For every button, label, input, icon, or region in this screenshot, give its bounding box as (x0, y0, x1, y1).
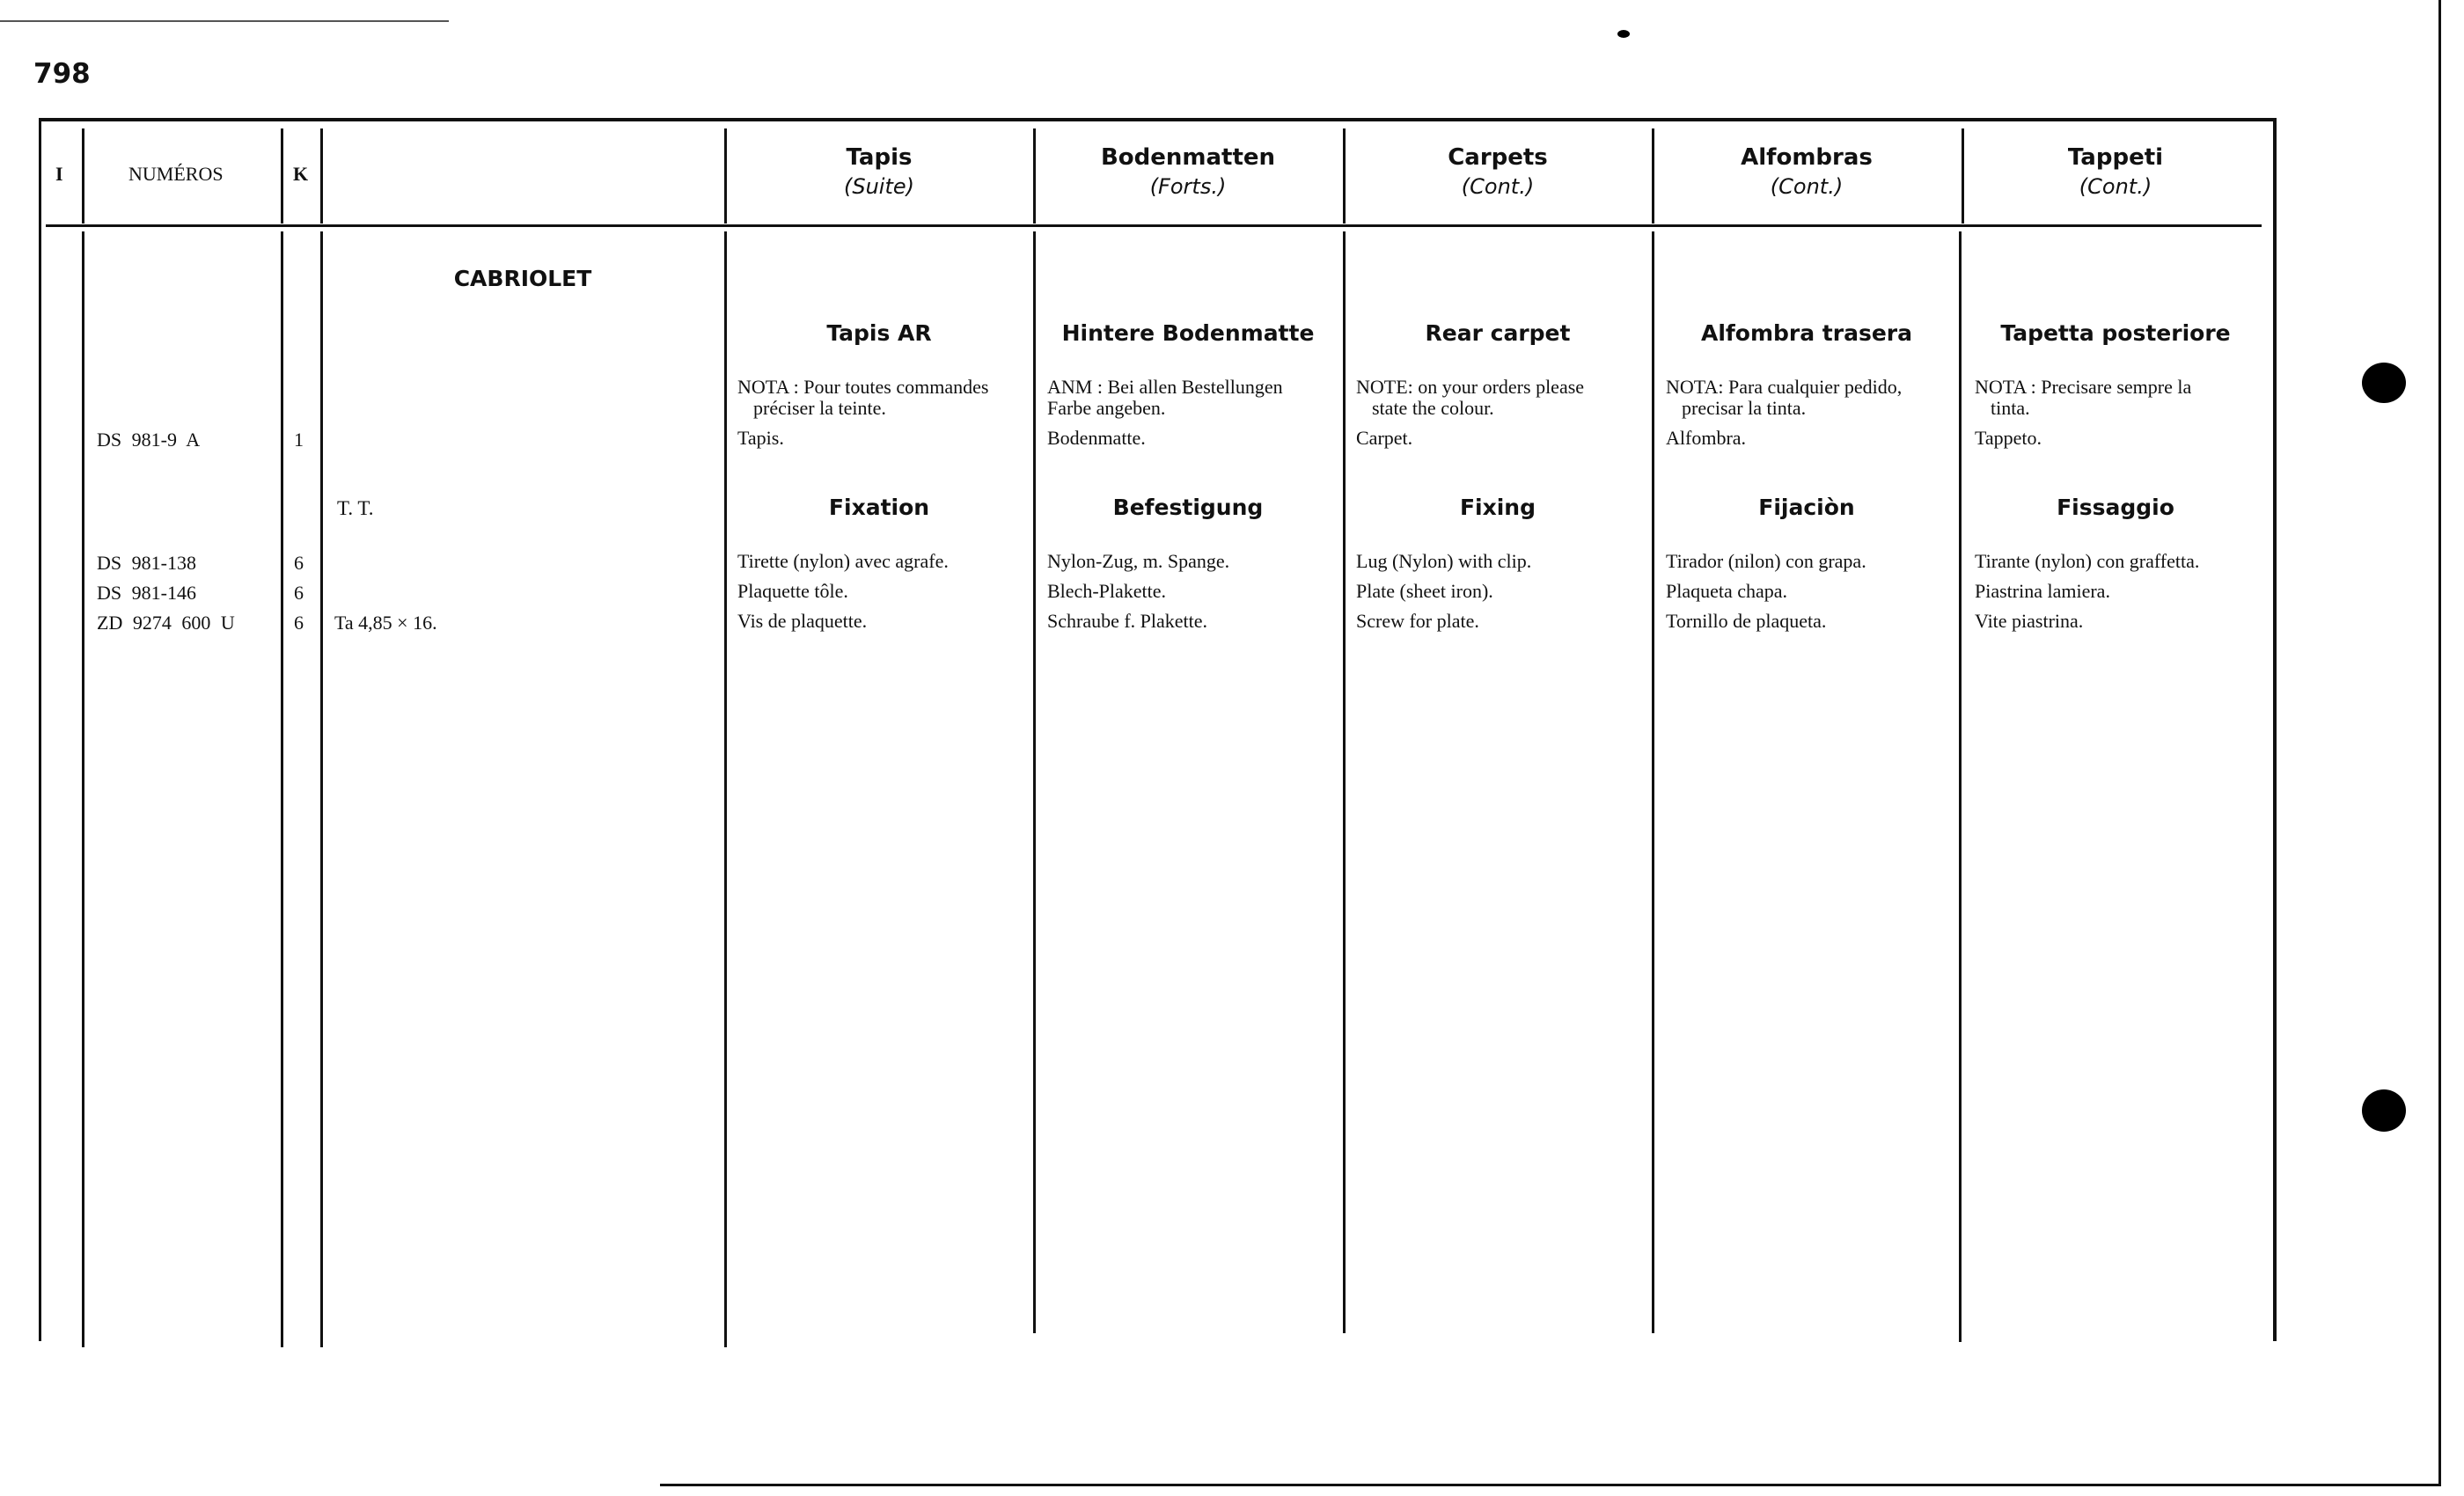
note-line: NOTE: on your orders please (1356, 376, 1585, 398)
note-line: NOTA: Para cualquier pedido, (1666, 376, 1903, 398)
group1-note-en (1356, 377, 1654, 419)
col-divider (39, 118, 41, 1341)
note-line: préciser la teinte. (753, 397, 886, 419)
header-lang-es-sub: (Cont.) (1770, 174, 1844, 199)
desc-de: Blech-Plakette. (1047, 580, 1167, 602)
group1-title-es: Alfombra trasera (1700, 320, 1912, 346)
desc-fr: Tapis. (737, 427, 784, 449)
punch-hole (2362, 363, 2406, 403)
note-line: NOTA : Precisare sempre la (1975, 376, 2192, 398)
desc-es: Tornillo de plaqueta. (1666, 610, 1827, 632)
header-lang-de-title: Bodenmatten (1100, 144, 1276, 171)
col-divider (281, 231, 283, 1347)
desc-en: Carpet. (1356, 427, 1413, 449)
note-line: ANM : Bei allen Bestellungen (1047, 376, 1283, 398)
note-line: NOTA : Pour toutes commandes (737, 376, 989, 398)
note-line: tinta. (1991, 397, 2030, 419)
desc-it: Tappeto. (1975, 427, 2042, 449)
header-lang-de-sub: (Forts.) (1149, 174, 1227, 199)
group2-title-fr: Fixation (828, 495, 930, 520)
group1-title-fr: Tapis AR (826, 320, 932, 346)
col-divider (82, 128, 84, 224)
header-lang-en-sub: (Cont.) (1461, 174, 1535, 199)
group2-title-de: Befestigung (1112, 495, 1264, 520)
desc-en: Screw for plate. (1356, 610, 1479, 632)
top-left-rule (0, 20, 449, 22)
spec-label: T. T. (337, 497, 374, 519)
header-col-i: I (55, 163, 63, 185)
group1-title-de: Hintere Bodenmatte (1061, 320, 1315, 346)
header-lang-fr-sub: (Suite) (843, 174, 914, 199)
part-number: DS 981-146 (97, 582, 196, 604)
punch-hole (2362, 1089, 2406, 1132)
group2-title-it: Fissaggio (2057, 495, 2174, 520)
header-lang-en-title: Carpets (1448, 144, 1548, 171)
desc-de: Bodenmatte. (1047, 427, 1146, 449)
group1-title-it: Tapetta posteriore (2000, 320, 2231, 346)
header-lang-it-title: Tappeti (2067, 144, 2164, 171)
note-line: state the colour. (1372, 397, 1494, 419)
note-line: Farbe angeben. (1047, 397, 1166, 419)
col-divider (724, 231, 727, 1347)
header-lang-es-title: Alfombras (1741, 144, 1873, 171)
desc-de: Nylon-Zug, m. Spange. (1047, 550, 1230, 572)
part-number: DS 981-138 (97, 552, 196, 574)
group1-note-it (1975, 377, 2272, 419)
desc-it: Piastrina lamiera. (1975, 580, 2110, 602)
col-divider (1962, 128, 1964, 224)
header-col-k: K (293, 163, 309, 185)
part-number: ZD 9274 600 U (97, 612, 235, 634)
header-lang-fr-title: Tapis (846, 144, 913, 171)
group1-note-de (1047, 377, 1345, 419)
col-divider (1343, 128, 1346, 224)
page-number: 798 (33, 58, 91, 90)
desc-de: Schraube f. Plakette. (1047, 610, 1208, 632)
col-divider (1652, 128, 1654, 224)
bottom-edge-rule (660, 1484, 2441, 1486)
header-col-numeros: NUMÉROS (128, 163, 224, 185)
table-right-border (2273, 118, 2277, 1341)
header-divider (46, 224, 2262, 227)
desc-es: Tirador (nilon) con grapa. (1666, 550, 1866, 572)
spec-value: Ta 4,85 × 16. (334, 612, 437, 634)
desc-it: Tirante (nylon) con graffetta. (1975, 550, 2200, 572)
right-edge-rule (2438, 0, 2441, 1485)
desc-es: Plaqueta chapa. (1666, 580, 1788, 602)
desc-it: Vite piastrina. (1975, 610, 2084, 632)
group1-title-en: Rear carpet (1425, 320, 1571, 346)
desc-fr: Vis de plaquette. (737, 610, 868, 632)
desc-en: Lug (Nylon) with clip. (1356, 550, 1532, 572)
part-number: DS 981-9 A (97, 429, 201, 451)
desc-en: Plate (sheet iron). (1356, 580, 1493, 602)
col-divider (724, 128, 727, 224)
group2-title-en: Fixing (1459, 495, 1536, 520)
group1-note-fr (737, 377, 1035, 419)
quantity-k: 6 (294, 552, 304, 574)
col-divider (82, 231, 84, 1347)
scan-mark (1617, 30, 1630, 38)
col-divider (320, 128, 323, 224)
col-divider (320, 231, 323, 1347)
group1-note-es (1666, 377, 1963, 419)
desc-es: Alfombra. (1666, 427, 1747, 449)
desc-fr: Tirette (nylon) avec agrafe. (737, 550, 949, 572)
table-top-border (39, 118, 2276, 121)
quantity-k: 6 (294, 582, 304, 604)
quantity-k: 1 (294, 429, 304, 451)
col-divider (281, 128, 283, 224)
note-line: precisar la tinta. (1682, 397, 1807, 419)
desc-fr: Plaquette tôle. (737, 580, 848, 602)
group2-title-es: Fijaciòn (1758, 495, 1855, 520)
header-lang-it-sub: (Cont.) (2079, 174, 2152, 199)
col-divider (1033, 128, 1036, 224)
quantity-k: 6 (294, 612, 304, 634)
model-title: CABRIOLET (453, 266, 592, 291)
